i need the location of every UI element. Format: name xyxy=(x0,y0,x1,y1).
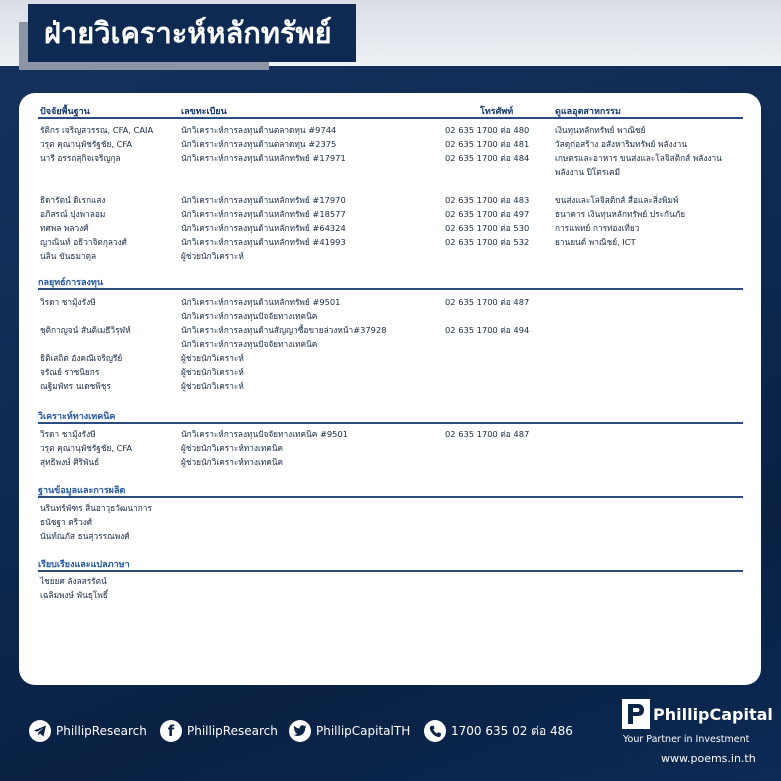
analyst-license: นักวิเคราะห์การลงทุนด้านตลาดทุน #2375 xyxy=(181,139,337,149)
phone-label: 1700 635 02 ต่อ 486 xyxy=(451,723,573,738)
staff-name: ธนัชฐา ตริวงศ์ xyxy=(40,517,93,527)
analyst-name: ชุติกาญจน์ สันติเมธีวิรุฬห์ xyxy=(40,325,131,335)
column-header-license: เลขทะเบียน xyxy=(181,107,227,117)
analyst-coverage: ธนาคาร เงินทุนหลักทรัพย์ ประกันภัย xyxy=(555,209,686,219)
section-divider xyxy=(38,422,743,424)
analyst-license: ผู้ช่วยนักวิเคราะห์ทางเทคนิค xyxy=(181,457,284,467)
analyst-name: ณฐิมพัทร นเดชพิชุร xyxy=(40,381,111,391)
header-divider xyxy=(38,117,743,119)
analyst-phone: 02 635 1700 ต่อ 483 xyxy=(445,195,530,205)
phone-icon xyxy=(424,720,446,742)
analyst-name: นลิน ขันธมาตุล xyxy=(40,251,97,261)
analyst-coverage: เกษตรและอาหาร ขนส่งและโลจิสติกส์ พลังงาน xyxy=(555,153,722,163)
content-card xyxy=(19,93,761,685)
analyst-coverage: การแพทย์ การท่องเที่ยว xyxy=(555,223,640,233)
page-title: ฝ่ายวิเคราะห์หลักทรัพย์ xyxy=(28,4,356,62)
analyst-name: วิรดา ชามุ้งรังษี xyxy=(40,429,96,439)
facebook-link[interactable] xyxy=(160,719,278,743)
analyst-phone: 02 635 1700 ต่อ 497 xyxy=(445,209,530,219)
analyst-license: นักวิเคราะห์การลงทุนด้านสัญญาซื้อขายล่วงหน้า#37928 xyxy=(181,325,387,335)
analyst-license: ผู้ช่วยนักวิเคราะห์ xyxy=(181,251,244,261)
section-divider xyxy=(38,288,743,290)
analyst-license: นักวิเคราะห์การลงทุนปัจจัยทางเทคนิค xyxy=(181,311,318,321)
analyst-phone: 02 635 1700 ต่อ 487 xyxy=(445,297,530,307)
section-title-database: ฐานข้อมูลและการผลิต xyxy=(38,486,126,496)
analyst-phone: 02 635 1700 ต่อ 480 xyxy=(445,125,530,135)
analyst-name: จรัณย์ ราชนิยกร xyxy=(40,367,100,377)
analyst-name: วรุต คุณานุพัชรัฐชัย, CFA xyxy=(40,139,133,149)
analyst-phone: 02 635 1700 ต่อ 481 xyxy=(445,139,530,149)
phone-link[interactable] xyxy=(424,719,573,743)
analyst-license: ผู้ช่วยนักวิเคราะห์ xyxy=(181,367,244,377)
analyst-license: นักวิเคราะห์การลงทุนปัจจัยทางเทคนิค xyxy=(181,339,318,349)
section-divider xyxy=(38,496,743,498)
twitter-link[interactable] xyxy=(289,719,410,743)
twitter-icon xyxy=(289,720,311,742)
analyst-name: ทศพล พลวงศ์ xyxy=(40,223,89,233)
staff-name: ไชยยศ ลังลสรรัตน์ xyxy=(40,576,107,586)
analyst-coverage: พลังงาน ปิโตรเคมี xyxy=(555,167,621,177)
telegram-icon xyxy=(29,720,51,742)
section-title-technical: วิเคราะห์ทางเทคนิค xyxy=(38,412,116,422)
analyst-license: นักวิเคราะห์การลงทุนปัจจัยทางเทคนิค #9501 xyxy=(181,429,349,439)
analyst-coverage: เงินทุนหลักทรัพย์ พาณิชย์ xyxy=(555,125,646,135)
analyst-name: ญาณินท์ อธิวาจิตกุลวงศ์ xyxy=(40,237,127,247)
website-link[interactable]: www.poems.in.th xyxy=(661,752,756,765)
analyst-license: นักวิเคราะห์การลงทุนด้านหลักทรัพย์ #18577 xyxy=(181,209,346,219)
section-title-translation: เรียบเรียงและแปลภาษา xyxy=(38,560,130,570)
analyst-name: อภิสรณ์ ปุงพาลอม xyxy=(40,209,106,219)
staff-name: นรินทร์พัฑร สิ่นอาวุธวัฒนาการ xyxy=(40,503,152,513)
section-divider xyxy=(38,570,743,572)
analyst-license: นักวิเคราะห์การลงทุนด้านหลักทรัพย์ #9501 xyxy=(181,297,341,307)
column-header-phone: โทรศัพท์ xyxy=(480,107,514,117)
section-title-strategy: กลยุทธ์การลงทุน xyxy=(38,278,103,288)
column-header-name: ปัจจัยพื้นฐาน xyxy=(40,107,90,117)
analyst-name: ธิติเสถิต อังคณีเจริญรีย์ xyxy=(40,353,123,363)
analyst-name: วิรดา ชามุ้งรังษี xyxy=(40,297,96,307)
analyst-license: ผู้ช่วยนักวิเคราะห์ xyxy=(181,353,244,363)
facebook-icon: f xyxy=(160,720,182,742)
analyst-license: ผู้ช่วยนักวิเคราะห์ทางเทคนิค xyxy=(181,443,284,453)
analyst-coverage: ขนส่งและโลจิสติกส์ สื่อและสิ่งพิมพ์ xyxy=(555,195,679,205)
analyst-name: นารี อรรถสุกิจเจริญกุล xyxy=(40,153,121,163)
telegram-label: PhillipResearch xyxy=(56,724,147,738)
facebook-label: PhillipResearch xyxy=(187,724,278,738)
analyst-name: สุทธิพงษ์ ศิริพันธ์ xyxy=(40,457,100,467)
phillip-logo-icon xyxy=(622,699,650,729)
analyst-phone: 02 635 1700 ต่อ 484 xyxy=(445,153,530,163)
analyst-name: ธิดารัตน์ ดิเรกแสง xyxy=(40,195,106,205)
analyst-license: นักวิเคราะห์การลงทุนด้านหลักทรัพย์ #17970 xyxy=(181,195,346,205)
analyst-phone: 02 635 1700 ต่อ 494 xyxy=(445,325,530,335)
analyst-phone: 02 635 1700 ต่อ 532 xyxy=(445,237,530,247)
analyst-license: นักวิเคราะห์การลงทุนด้านตลาดทุน #9744 xyxy=(181,125,337,135)
telegram-link[interactable] xyxy=(29,719,147,743)
tagline: Your Partner in Investment xyxy=(623,734,750,745)
analyst-license: นักวิเคราะห์การลงทุนด้านหลักทรัพย์ #64324 xyxy=(181,223,346,233)
column-header-coverage: ดูแลอุตสาหกรรม xyxy=(555,107,621,117)
phillip-capital-logo xyxy=(622,699,773,729)
staff-name: นันท์ณภัส ธนสุวรรณพงศ์ xyxy=(40,531,130,541)
analyst-name: รัติกร เจริญสวรรณ, CFA, CAIA xyxy=(40,125,154,135)
analyst-license: ผู้ช่วยนักวิเคราะห์ xyxy=(181,381,244,391)
analyst-phone: 02 635 1700 ต่อ 487 xyxy=(445,429,530,439)
twitter-label: PhillipCapitalTH xyxy=(316,724,411,738)
analyst-license: นักวิเคราะห์การลงทุนด้านหลักทรัพย์ #17971 xyxy=(181,153,346,163)
logo-wordmark: PhillipCapital xyxy=(653,704,773,724)
analyst-license: นักวิเคราะห์การลงทุนด้านหลักทรัพย์ #41993 xyxy=(181,237,346,247)
analyst-name: วรุต คุณานุพัชรัฐชัย, CFA xyxy=(40,443,133,453)
analyst-coverage: ยานยนต์ พาณิชย์, ICT xyxy=(555,237,636,247)
staff-name: เฉลิมพงษ์ พันธุโพธิ์ xyxy=(40,590,108,600)
analyst-phone: 02 635 1700 ต่อ 530 xyxy=(445,223,530,233)
analyst-coverage: วัสดุก่อสร้าง อสังหาริมทรัพย์ พลังงาน xyxy=(555,139,688,149)
